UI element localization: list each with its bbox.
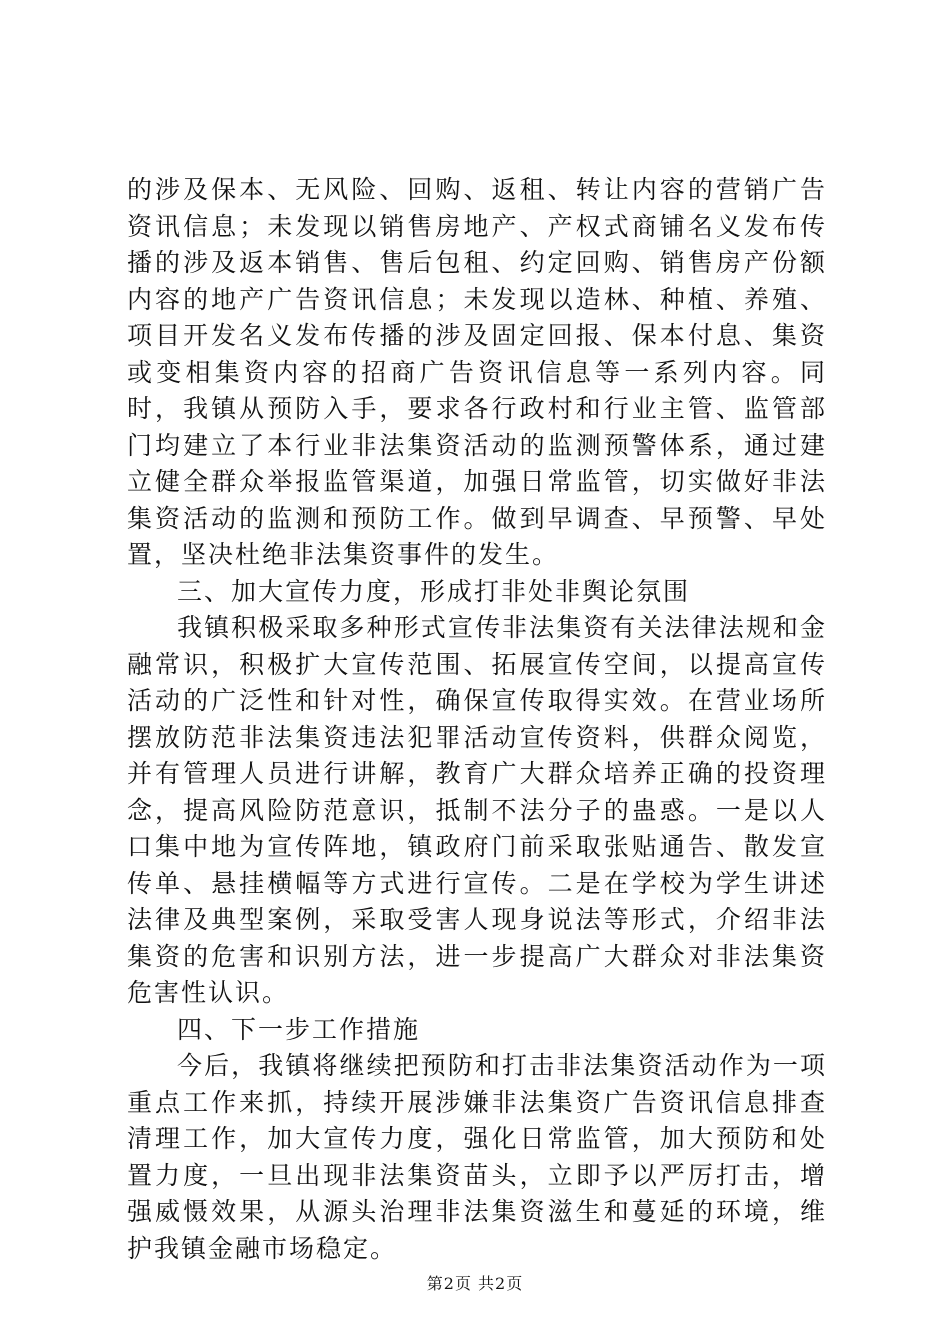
section-heading-4: 四、下一步工作措施 [177,1014,421,1044]
section-heading-3: 三、加大宣传力度，形成打非处非舆论氛围 [177,576,691,606]
page-footer: 第2页 共2页 [426,1274,524,1293]
paragraph-next-steps: 今后，我镇将继续把预防和打击非法集资活动作为一项重点工作来抓，持续开展涉嫌非法集资广告资讯信息排查清理工作，加大宣传力度，强化日常监管，加大预防和处置力度，一旦出现非法集资苗头，立即予以严厉打击，增强威慑效果，从源头治理非法集资滋生和蔓延的环境，维护我镇金融市场稳定。 [127,1051,827,1263]
document-body [127,172,827,1267]
paragraph-continuation: 的涉及保本、无风险、回购、返租、转让内容的营销广告资讯信息；未发现以销售房地产、产权式商铺名义发布传播的涉及返本销售、售后包租、约定回购、销售房产份额内容的地产广告资讯信息；未发现以造林、种植、养殖、项目开发名义发布传播的涉及固定回报、保本付息、集资或变相集资内容的招商广告资讯信息等一系列内容。同时，我镇从预防入手，要求各行政村和行业主管、监管部门均建立了本行业非法集资活动的监测预警体系，通过建立健全群众举报监管渠道，加强日常监管，切实做好非法集资活动的监测和预防工作。做到早调查、早预警、早处置，坚决杜绝非法集资事件的发生。 [127,175,827,569]
paragraph-publicity: 我镇积极采取多种形式宣传非法集资有关法律法规和金融常识，积极扩大宣传范围、拓展宣传空间，以提高宣传活动的广泛性和针对性，确保宣传取得实效。在营业场所摆放防范非法集资违法犯罪活动宣传资料，供群众阅览，并有管理人员进行讲解，教育广大群众培养正确的投资理念，提高风险防范意识，抵制不法分子的蛊惑。一是以人口集中地为宣传阵地，镇政府门前采取张贴通告、散发宣传单、悬挂横幅等方式进行宣传。二是在学校为学生讲述法律及典型案例，采取受害人现身说法等形式，介绍非法集资的危害和识别方法，进一步提高广大群众对非法集资危害性认识。 [127,613,827,1007]
